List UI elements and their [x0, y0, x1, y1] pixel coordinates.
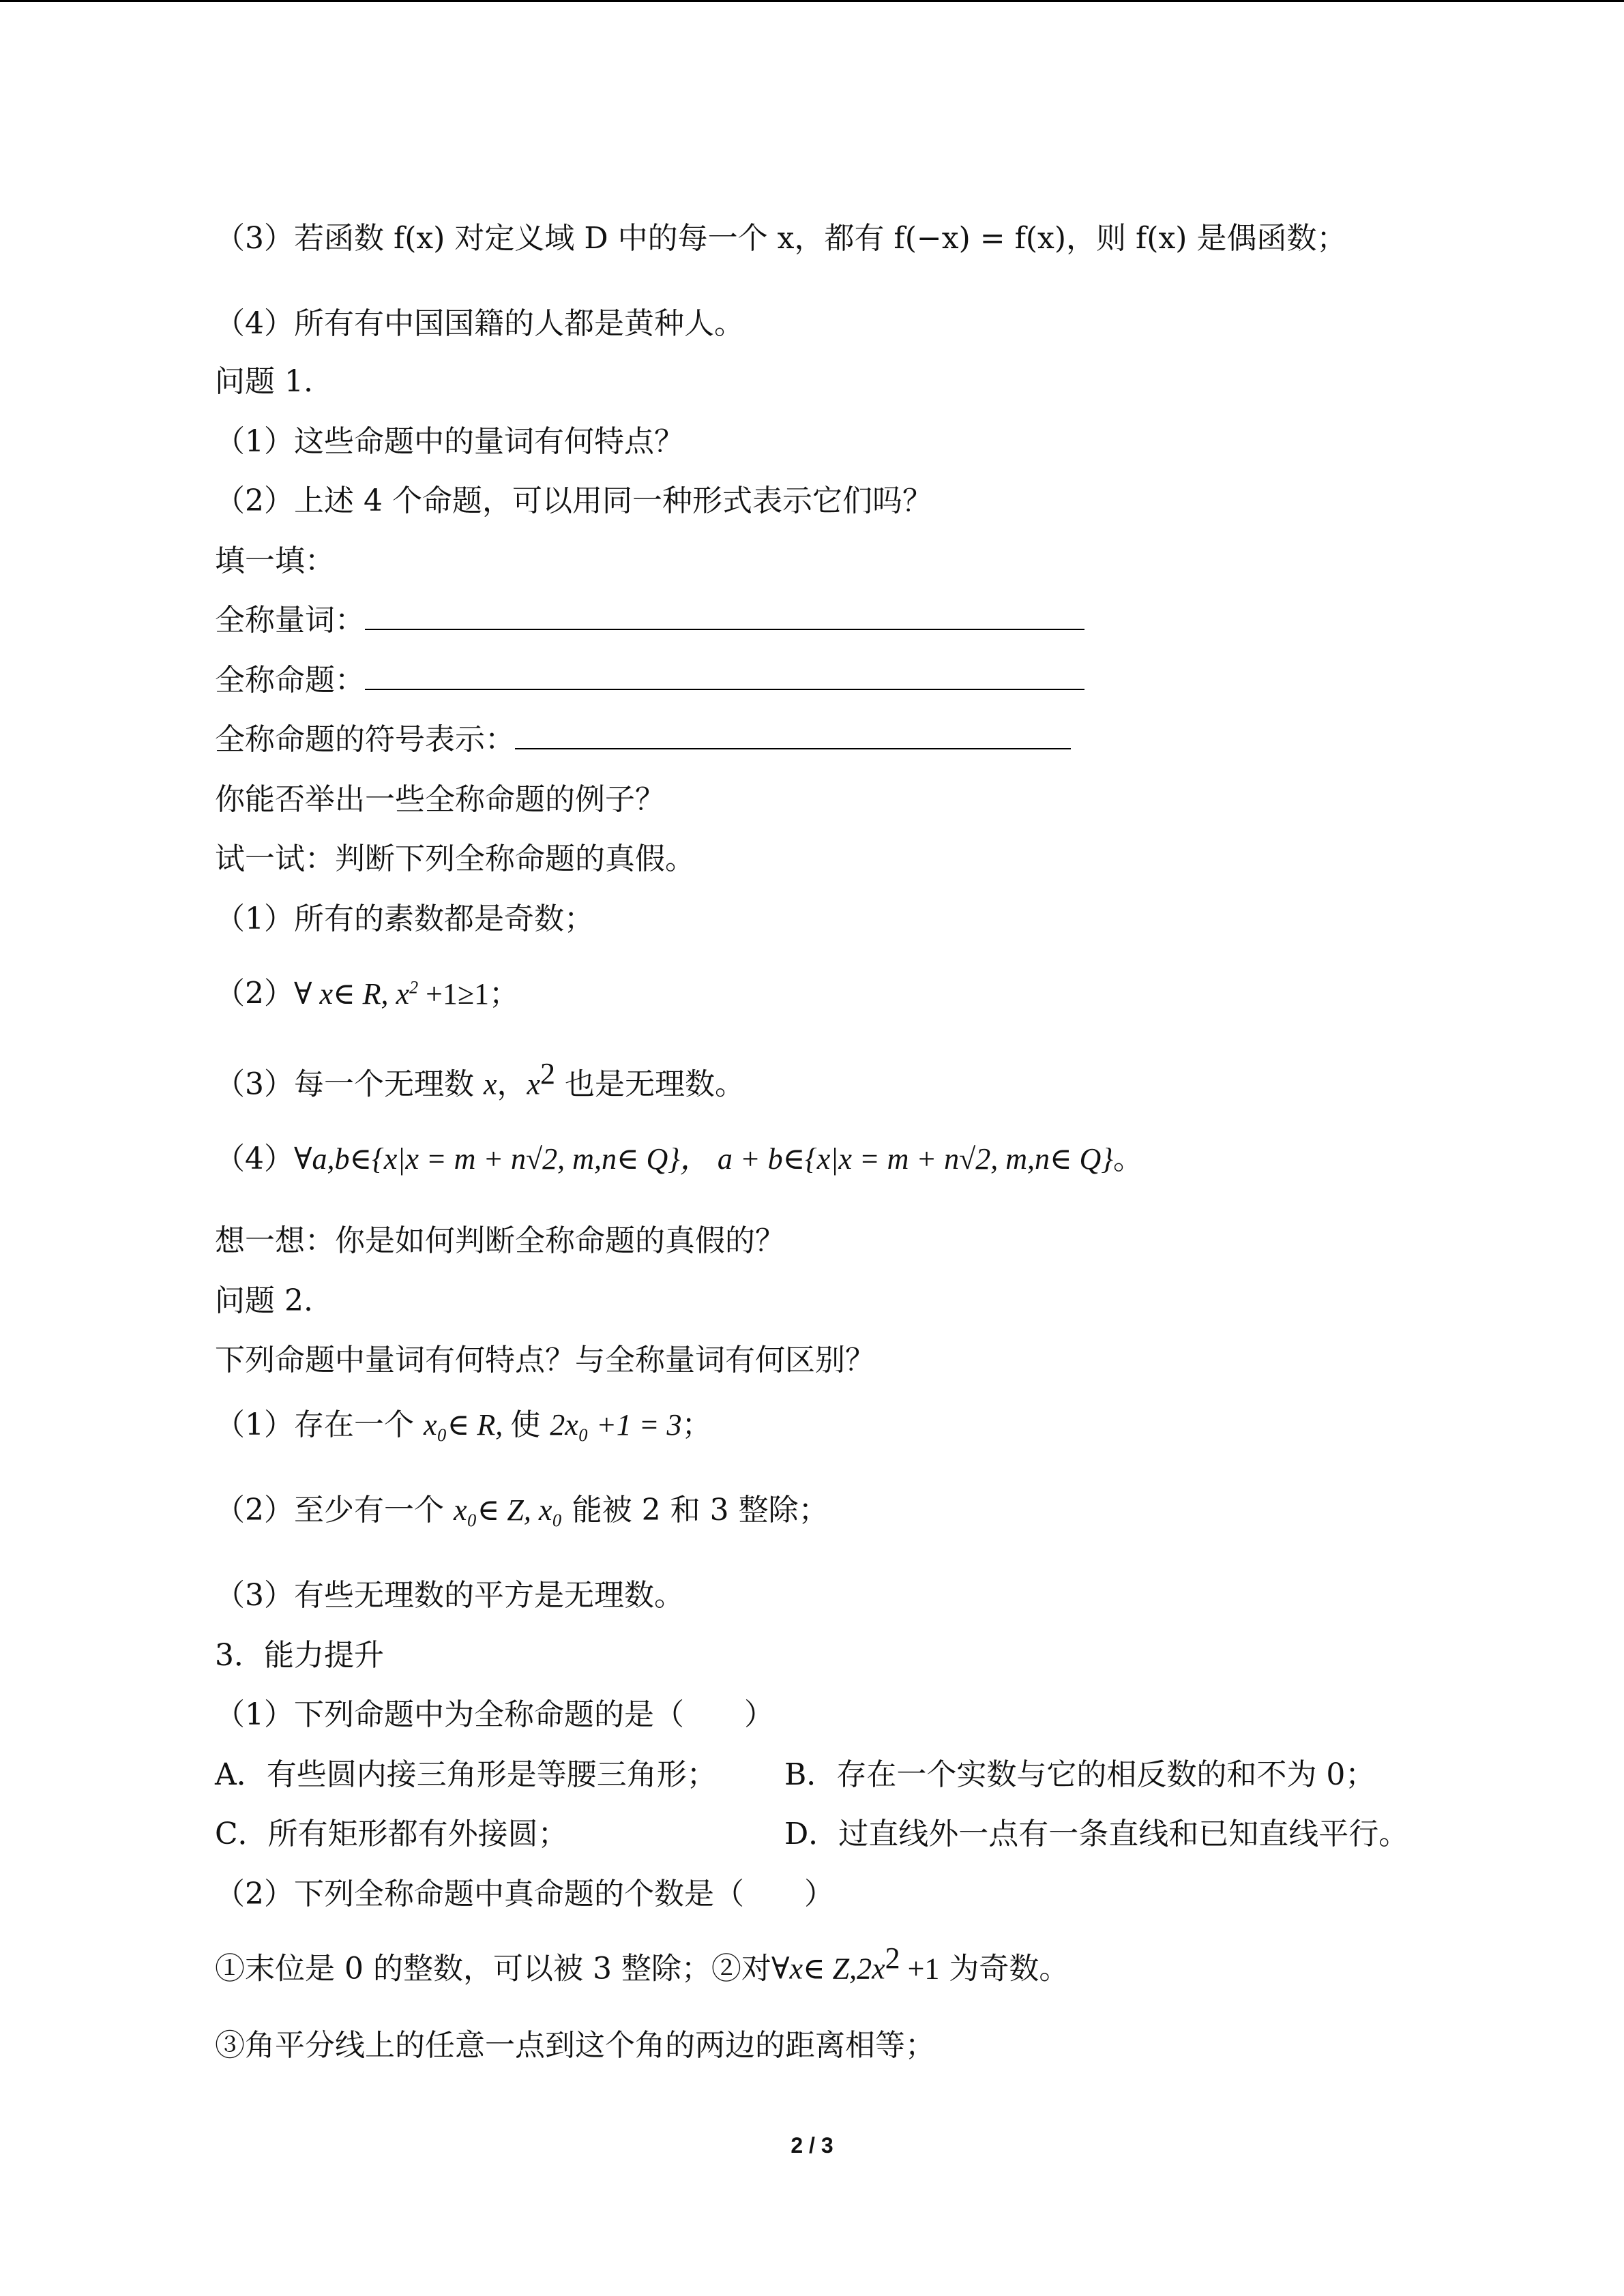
- try-item-1: （1）所有的素数都是奇数；: [215, 901, 594, 936]
- try-heading: 试一试：判断下列全称命题的真假。: [215, 841, 695, 876]
- exercise-1-question: （1）下列命题中为全称命题的是（ ）: [215, 1697, 774, 1732]
- universal-proposition-row: [215, 660, 1084, 701]
- universal-proposition-label: 全称命题：: [215, 663, 365, 698]
- proposition-3: （3）若函数 f(x) 对定义域 D 中的每一个 x，都有 f(−x) = f(x)，则 f(x) 是偶函数；: [215, 221, 1347, 256]
- try-item-4-formula: ∀a,b∈{x|x = m + n√2, m,n∈ Q}， a + b∈{x|x = m + n√2, m,n∈ Q}: [294, 1142, 1113, 1176]
- universal-proposition-blank[interactable]: [365, 661, 1084, 690]
- proposition-4: （4）所有有中国国籍的人都是黄种人。: [215, 306, 744, 341]
- option-c[interactable]: C．所有矩形都有外接圆；: [215, 1817, 568, 1851]
- existential-item-1: （1）存在一个 x₀∈ R, 使 2x₀ +1 = 3；: [215, 1407, 712, 1442]
- top-border: [0, 0, 1624, 2]
- universal-quantifier-label: 全称量词：: [215, 603, 365, 638]
- exercise-2-statement-3: ③角平分线上的任意一点到这个角的两边的距离相等；: [215, 2028, 935, 2063]
- universal-quantifier-row: [215, 600, 1084, 641]
- exercise-2-question: （2）下列全称命题中真命题的个数是（ ）: [215, 1877, 834, 1911]
- page-number: 2 / 3: [791, 2133, 833, 2158]
- exercise-2-statements: ①末位是 0 的整数，可以被 3 整除；②对∀x∈ $Z,2x^2 +1$ 为奇数。: [215, 1941, 1069, 1986]
- try-item-4: （4）∀a,b∈{x|x = m + n√2, m,n∈ Q}， a + b∈{x|x = m + n√2, m,n∈ Q}。: [215, 1142, 1143, 1176]
- option-a[interactable]: A．有些圆内接三角形是等腰三角形；: [215, 1757, 717, 1792]
- try-item-2: [215, 967, 519, 1015]
- existential-item-2: （2）至少有一个 x₀∈ Z, x₀ 能被 2 和 3 整除；: [215, 1493, 829, 1527]
- fill-in-heading: 填一填：: [215, 543, 335, 578]
- think-prompt: 想一想：你是如何判断全称命题的真假的？: [215, 1223, 785, 1258]
- existential-item-3: （3）有些无理数的平方是无理数。: [215, 1578, 684, 1613]
- question-2-prompt: 下列命题中量词有何特点？与全称量词有何区别？: [215, 1343, 875, 1377]
- try-item-2-number: （2）: [215, 976, 294, 1011]
- symbolic-form-label: 全称命题的符号表示：: [215, 722, 515, 757]
- question-1-part-2: （2）上述 4 个命题，可以用同一种形式表示它们吗？: [215, 483, 932, 518]
- universal-quantifier-blank[interactable]: [365, 601, 1084, 630]
- symbolic-form-row: [215, 719, 1071, 760]
- option-d[interactable]: D．过直线外一点有一条直线和已知直线平行。: [784, 1817, 1409, 1851]
- try-item-3: （3）每一个无理数 x，$x^2$ 也是无理数。: [215, 1057, 745, 1102]
- section-3-heading: 3．能力提升: [215, 1638, 384, 1673]
- try-item-2-formula: ∀ x∈ R, $x^2 +1\ge 1$；: [294, 976, 520, 1011]
- option-b[interactable]: B．存在一个实数与它的相反数的和不为 0；: [784, 1757, 1376, 1792]
- question-1-part-1: （1）这些命题中的量词有何特点？: [215, 424, 684, 459]
- question-2-heading: 问题 2.: [215, 1283, 313, 1318]
- symbolic-form-blank[interactable]: [515, 721, 1071, 749]
- question-1-heading: 问题 1.: [215, 364, 313, 399]
- examples-prompt: 你能否举出一些全称命题的例子？: [215, 782, 665, 817]
